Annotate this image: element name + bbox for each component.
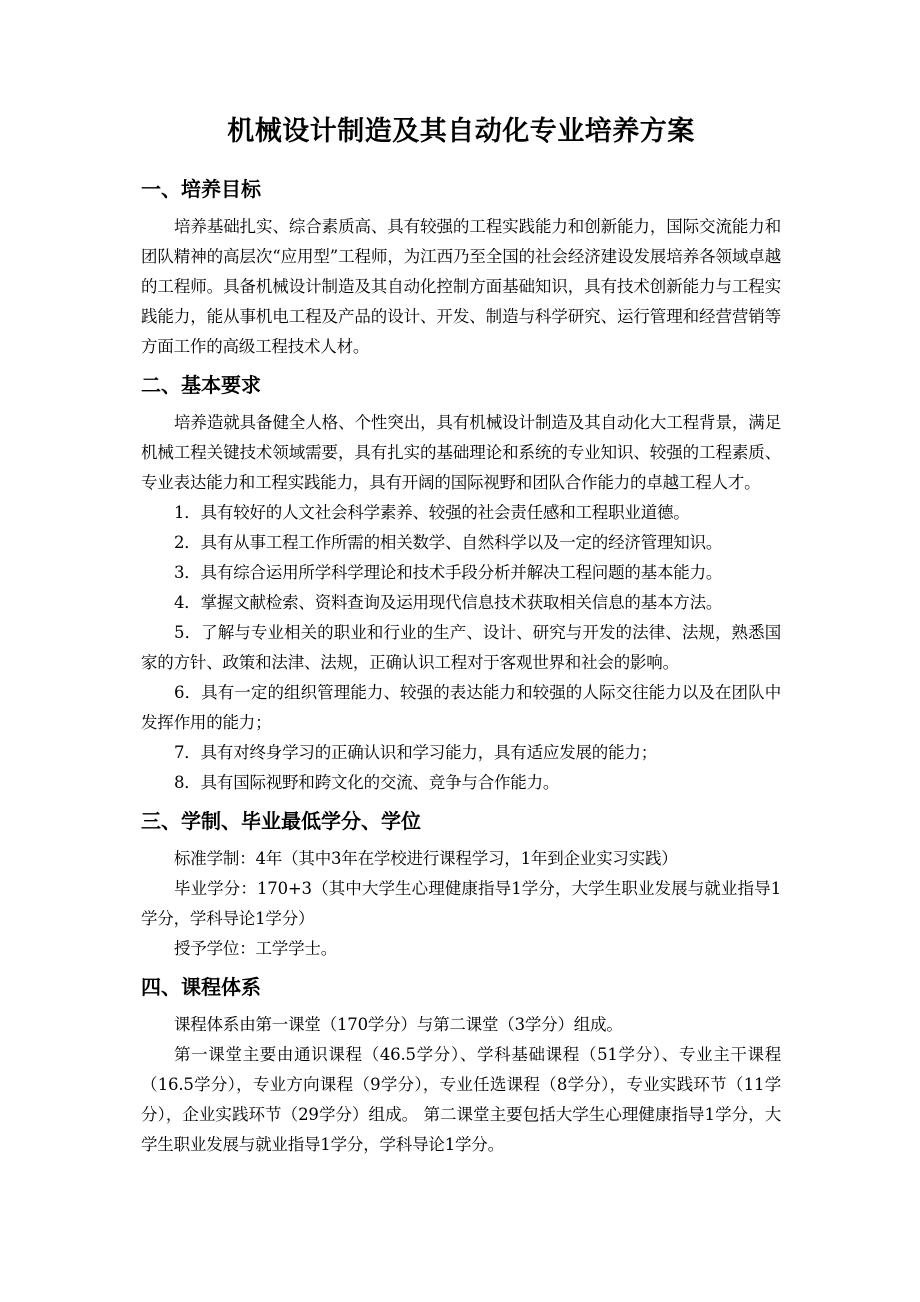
- list-item: 8．具有国际视野和跨文化的交流、竞争与合作能力。: [174, 773, 560, 792]
- section-schooling-credits-degree: [141, 806, 781, 964]
- paragraph: 授予学位：工学学士。: [174, 939, 338, 958]
- list-item: 4．掌握文献检索、资料查询及运用现代信息技术获取相关信息的基本方法。: [174, 593, 723, 612]
- section-heading: 四、课程体系: [141, 975, 261, 999]
- list-item: 2．具有从事工程工作所需的相关数学、自然科学以及一定的经济管理知识。: [174, 533, 723, 552]
- paragraph: 毕业学分：170+3（其中大学生心理健康指导1学分，大学生职业发展与就业指导1学分，学科导论1学分）: [141, 879, 781, 928]
- paragraph: 第一课堂主要由通识课程（46.5学分）、学科基础课程（51学分）、专业主干课程（16.5学分），专业方向课程（9学分），专业任选课程（8学分），专业实践环节（11学分），企业实践环节（29学分）组成。 第二课堂主要包括大学生心理健康指导1学分，大学生职业发展与就业指导1学分，学科导论1学分。: [141, 1045, 781, 1154]
- document-page: [141, 112, 781, 1160]
- document-title: 机械设计制造及其自动化专业培养方案: [227, 116, 695, 147]
- paragraph: 培养基础扎实、综合素质高、具有较强的工程实践能力和创新能力，国际交流能力和团队精神的高层次“应用型”工程师，为江西乃至全国的社会经济建设发展培养各领域卓越的工程师。具备机械设计制造及其自动化控制方面基础知识，具有技术创新能力与工程实践能力，能从事机电工程及产品的设计、开发、制造与科学研究、运行管理和经营营销等方面工作的高级工程技术人材。: [141, 217, 781, 356]
- section-basic-requirements: [141, 370, 781, 798]
- section-training-objectives: [141, 174, 781, 362]
- requirements-list: [141, 498, 781, 798]
- list-item: 3．具有综合运用所学科学理论和技术手段分析并解决工程问题的基本能力。: [174, 563, 723, 582]
- list-item: 6．具有一定的组织管理能力、较强的表达能力和较强的人际交往能力以及在团队中发挥作用的能力；: [141, 683, 781, 732]
- section-heading: 一、培养目标: [141, 177, 261, 201]
- list-item: 7．具有对终身学习的正确认识和学习能力，具有适应发展的能力；: [174, 743, 657, 762]
- paragraph: 课程体系由第一课堂（170学分）与第二课堂（3学分）组成。: [174, 1015, 623, 1034]
- section-heading: 二、基本要求: [141, 373, 261, 397]
- section-heading: 三、学制、毕业最低学分、学位: [141, 809, 421, 833]
- list-item: 5．了解与专业相关的职业和行业的生产、设计、研究与开发的法律、法规，熟悉国家的方针、政策和法津、法规，正确认识工程对于客观世界和社会的影响。: [141, 623, 781, 672]
- paragraph: 培养造就具备健全人格、个性突出，具有机械设计制造及其自动化大工程背景，满足机械工程关键技术领域需要，具有扎实的基础理论和系统的专业知识、较强的工程素质、专业表达能力和工程实践能力，具有开阔的国际视野和团队合作能力的卓越工程人才。: [141, 413, 781, 492]
- section-curriculum-system: [141, 972, 781, 1160]
- paragraph: 标准学制：4年（其中3年在学校进行课程学习，1年到企业实习实践）: [174, 849, 678, 868]
- list-item: 1．具有较好的人文社会科学素养、较强的社会责任感和工程职业道德。: [174, 503, 690, 522]
